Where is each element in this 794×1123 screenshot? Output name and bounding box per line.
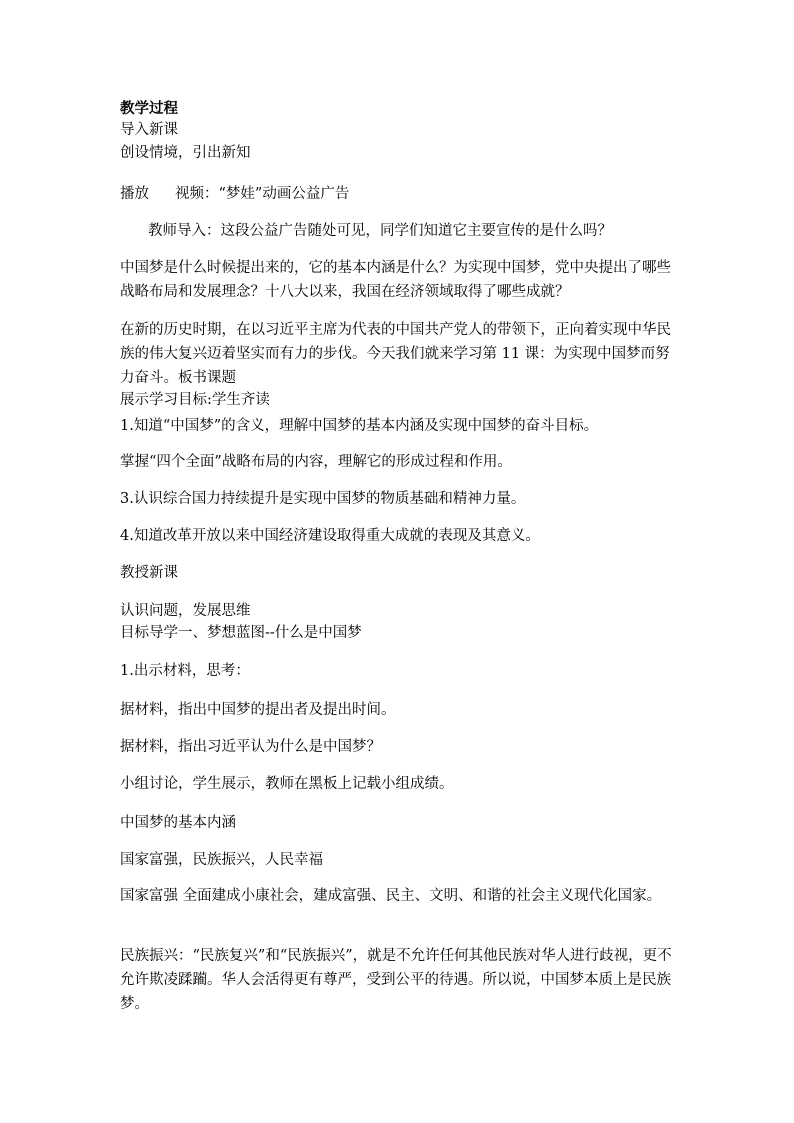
section-heading: 教学过程 <box>120 100 178 117</box>
goal-4: 4.知道改革开放以来中国经济建设取得重大成就的表现及其意义。 <box>120 528 540 544</box>
question-b: 据材料，指出习近平认为什么是中国梦？ <box>120 739 381 755</box>
intro-line: 导入新课 <box>120 122 178 138</box>
teacher-intro: 教师导入：这段公益广告随处可见，同学们知道它主要宣传的是什么吗？ <box>148 223 612 239</box>
play-label: 播放 <box>120 186 149 202</box>
question-a: 据材料，指出中国梦的提出者及提出时间。 <box>120 702 396 718</box>
thinking-line: 认识问题，发展思维 <box>120 603 251 619</box>
goals-title: 展示学习目标:学生齐读 <box>120 392 270 408</box>
teach-new-heading: 教授新课 <box>120 565 178 581</box>
target-1-line: 目标导学一、梦想蓝图--什么是中国梦 <box>120 625 362 641</box>
revival-paragraph: 民族振兴：“民族复兴”和“民族振兴”，就是不允许任何其他民族对华人进行歧视，更不允许欺凌蹂躏。华人会活得更有尊严，受到公平的待遇。所以说，中国梦本质上是民族梦。 <box>120 948 672 1012</box>
goal-1: 1.知道“中国梦”的含义，理解中国梦的基本内涵及实现中国梦的奋斗目标。 <box>120 418 599 434</box>
context-paragraph: 在新的历史时期，在以习近平主席为代表的中国共产党人的带领下，正向着实现中华民族的伟大复兴迈着坚实而有力的步伐。今天我们就来学习第 11 课：为实现中国梦而努力奋斗。板书课题 <box>120 322 671 386</box>
discussion-line: 小组讨论，学生展示，教师在黑板上记载小组成绩。 <box>120 776 454 792</box>
question-paragraph: 中国梦是什么时候提出来的，它的基本内涵是什么？为实现中国梦，党中央提出了哪些战略布局和发展理念？十八大以来，我国在经济领域取得了哪些成就？ <box>120 260 671 300</box>
connotation-title: 中国梦的基本内涵 <box>120 815 236 831</box>
material-line: 1.出示材料，思考： <box>120 663 250 679</box>
strong-paragraph: 国家富强 全面建成小康社会，建成富强、民主、文明、和谐的社会主义现代化国家。 <box>120 888 662 904</box>
connotation-line: 国家富强，民族振兴，人民幸福 <box>120 852 323 868</box>
goal-2: 掌握“四个全面”战略布局的内容，理解它的形成过程和作用。 <box>120 454 512 470</box>
play-line <box>120 184 680 205</box>
goal-3: 3.认识综合国力持续提升是实现中国梦的物质基础和精神力量。 <box>120 491 526 507</box>
scenario-line: 创设情境，引出新知 <box>120 145 251 161</box>
play-text: 视频：“梦娃”动画公益广告 <box>175 186 350 202</box>
